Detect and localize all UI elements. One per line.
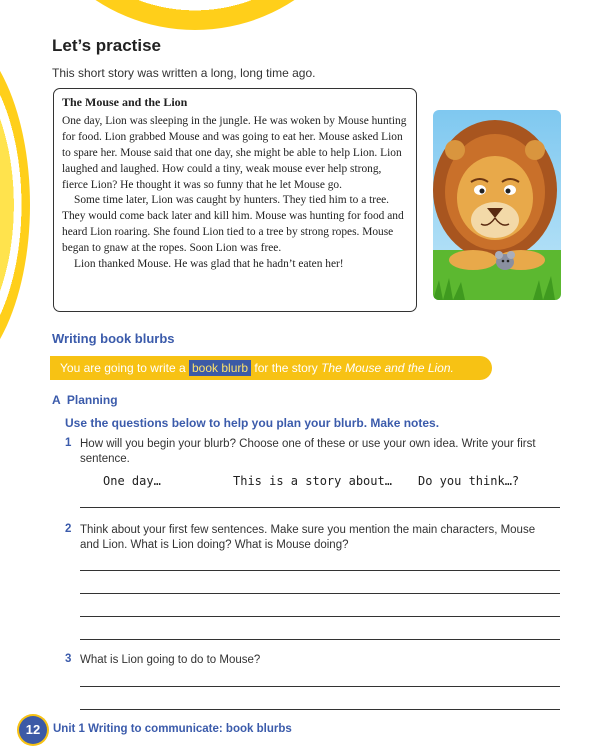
question-1-number: 1	[65, 437, 72, 449]
banner-story-title: The Mouse and the Lion.	[321, 361, 454, 375]
planning-heading: A Planning	[52, 393, 118, 407]
question-3-text: What is Lion going to do to Mouse?	[80, 654, 261, 666]
writing-line[interactable]	[80, 616, 560, 617]
story-box	[53, 88, 417, 312]
story-heading: The Mouse and the Lion	[62, 95, 188, 109]
planning-instruction: Use the questions below to help you plan your blurb. Make notes.	[65, 416, 440, 430]
lion-and-mouse-illustration	[433, 110, 561, 300]
sun-decoration-top	[15, 0, 375, 30]
option-do-you-think: Do you think…?	[418, 474, 520, 488]
writing-line[interactable]	[80, 570, 560, 571]
writing-line[interactable]	[80, 639, 560, 640]
banner-highlight: book blurb	[189, 360, 251, 376]
writing-line[interactable]	[80, 507, 560, 508]
task-banner	[50, 356, 492, 380]
question-2-number: 2	[65, 523, 72, 535]
story-paragraph-2: Some time later, Lion was caught by hunters. They tied him to a tree. They would come back later and kill him. Mouse was hunting for food and heard Lion roaring. She found Lion tied to a tree by strong ropes. Mouse began to gnaw at the ropes. Soon Lion was free.	[62, 194, 404, 255]
question-3-number: 3	[65, 653, 72, 665]
writing-line[interactable]	[80, 709, 560, 710]
story-paragraph-3: Lion thanked Mouse. He was glad that he hadn’t eaten her!	[74, 258, 344, 271]
page-title: Let’s practise	[52, 36, 161, 55]
question-2-text: Think about your first few sentences. Make sure you mention the main characters, Mouse and Lion. What is Lion doing? What is Mouse doing?	[80, 524, 536, 551]
banner-text-start: You are going to write a	[60, 361, 186, 375]
page-number: 12	[19, 716, 47, 744]
writing-line[interactable]	[80, 593, 560, 594]
sun-decoration-left	[0, 25, 30, 385]
writing-line[interactable]	[80, 686, 560, 687]
story-paragraph-1: One day, Lion was sleeping in the jungle. He was woken by Mouse hunting for food. Lion grabbed Mouse and was going to eat her. Mouse asked Lion to spare her. Mouse said that one day, she might be able to help Lion. Lion laughed and laughed. How could a tiny, weak mouse ever help strong, fierce Lion? He thought it was so funny that he let Mouse go.	[62, 114, 407, 191]
option-story-about: This is a story about…	[233, 474, 392, 488]
section-heading: Writing book blurbs	[52, 331, 175, 346]
question-1-text: How will you begin your blurb? Choose one of these or use your own idea. Write your first sentence.	[80, 438, 536, 465]
banner-text-mid: for the story	[254, 361, 318, 375]
footer-unit-text: Unit 1 Writing to communicate: book blurbs	[53, 723, 292, 735]
page-subtitle: This short story was written a long, long time ago.	[52, 66, 316, 80]
option-one-day: One day…	[103, 474, 161, 488]
